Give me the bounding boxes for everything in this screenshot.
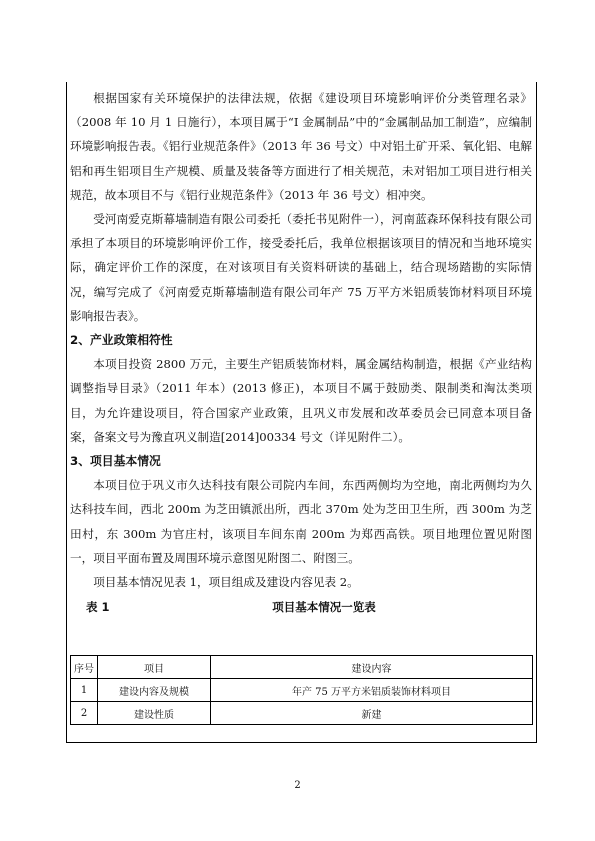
- header-item: 项目: [98, 656, 211, 679]
- document-body: [70, 86, 532, 618]
- table-cell-index: 1: [71, 679, 98, 702]
- table-number: 表 1: [86, 600, 110, 615]
- table-cell-item: 建设性质: [98, 702, 211, 725]
- header-index: 序号: [71, 656, 98, 679]
- table-row: [71, 679, 533, 702]
- paragraph-table-reference: 项目基本情况见表 1，项目组成及建设内容见表 2。: [93, 575, 359, 590]
- paragraph-project-location: 本项目位于巩义市久达科技有限公司院内车间，东西两侧均为空地，南北两侧均为久达科技车间，西北 200m 为芝田镇派出所，西北 370m 处为芝田卫生所，西 300m 为芝田村，东 300m 为官庄村，该项目车间东南 200m 为郑西高铁。项目地理位置见附图一，项目平面布置及周围环境示意图见附图二、附图三。: [70, 478, 532, 565]
- paragraph-classification: 根据国家有关环境保护的法律法规，依据《建设项目环境影响评价分类管理名录》（2008 年 10 月 1 日施行），本项目属于“I 金属制品”中的“金属制品加工制造”，应编制环境影响报告表。《铝行业规范条件》（2013 年 36 号文）中对铝土矿开采、氧化铝、电解铝和再生铝项目生产规模、质量及装备等方面进行了相关规范，未对铝加工项目进行相关规范，故本项目不与《铝行业规范条件》（2013 年 36 号文）相冲突。: [70, 91, 532, 202]
- page-number: 2: [294, 780, 301, 791]
- section-heading-industrial-policy: 2、产业政策相符性: [70, 333, 173, 348]
- table-cell-content: 新建: [211, 702, 533, 725]
- table-row: [71, 702, 533, 725]
- section-heading-project-basics: 3、项目基本情况: [70, 454, 161, 469]
- table-title: 项目基本情况一览表: [272, 600, 376, 615]
- table-header-row: [71, 656, 533, 679]
- header-content: 建设内容: [211, 656, 533, 679]
- paragraph-commission: 受河南爱克斯幕墙制造有限公司委托（委托书见附件一），河南蓝森环保科技有限公司承担了本项目的环境影响评价工作，接受委托后，我单位根据该项目的情况和当地环境实际，确定评价工作的深度，在对该项目有关资料研读的基础上，结合现场踏勘的实际情况，编写完成了《河南爱克斯幕墙制造有限公司年产 75 万平方米铝质装饰材料项目环境影响报告表》。: [70, 212, 532, 323]
- table-cell-index: 2: [71, 702, 98, 725]
- project-info-table: [70, 655, 533, 725]
- table-caption: [70, 596, 532, 618]
- table-cell-content: 年产 75 万平方米铝质装饰材料项目: [211, 679, 533, 702]
- table-cell-item: 建设内容及规模: [98, 679, 211, 702]
- paragraph-industrial-policy: 本项目投资 2800 万元，主要生产铝质装饰材料，属金属结构制造，根据《产业结构调整指导目录》（2011 年本）(2013 修正)，本项目不属于鼓励类、限制类和淘汰类项目，为允许建设项目，符合国家产业政策，且巩义市发展和改革委员会已同意本项目备案，备案文号为豫直巩义制造[2014]00334 号文（详见附件二）。: [70, 357, 532, 444]
